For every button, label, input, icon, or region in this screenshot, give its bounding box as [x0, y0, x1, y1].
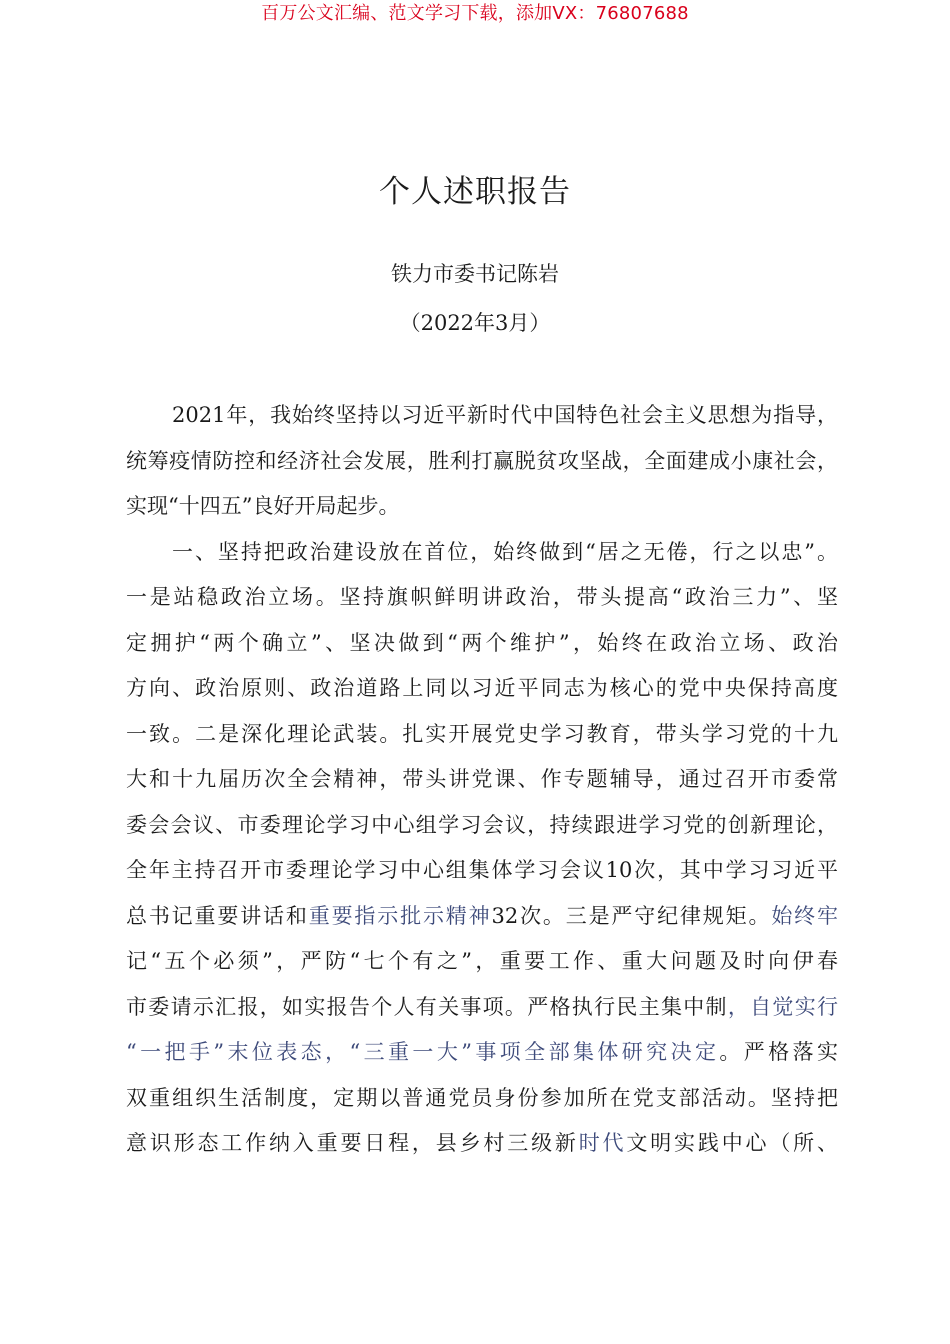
text-segment: “三重一大”事项全部集体研究决定 — [349, 1040, 720, 1064]
text-segment: 32次。三是严守纪律规矩。 — [491, 903, 772, 928]
text-line: 大和十九届历次全会精神，带头讲党课、作专题辅导，通过召开市委常 — [126, 767, 838, 791]
text-line: 方向、政治原则、政治道路上同以习近平同志为核心的党中央保持高度 — [126, 676, 838, 700]
paragraph-intro — [126, 393, 838, 530]
text-line — [126, 1121, 838, 1167]
text-line: 双重组织生活制度，定期以普通党员身份参加所在党支部活动。坚持把 — [126, 1085, 838, 1110]
text-line: 定拥护“两个确立”、坚决做到“两个维护”，始终在政治立场、政治 — [126, 630, 838, 655]
document-body — [126, 393, 838, 1167]
document-title: 个人述职报告 — [379, 174, 571, 210]
text-segment: 文明实践中心（所、 — [626, 1131, 839, 1155]
text-line: 记“五个必须”，严防“七个有之”，重要工作、重大问题及时向伊春 — [126, 949, 838, 973]
text-line: 实现“十四五”良好开局起步。 — [126, 494, 400, 518]
text-segment: 重要指示批示精神 — [308, 903, 492, 928]
paragraph-section-one — [126, 530, 838, 1167]
document-date: （2022年3月） — [399, 311, 551, 335]
text-segment: 末位表态， — [224, 1040, 350, 1064]
text-segment: 意识形态工作纳入重要日程，县乡村三级新 — [126, 1131, 579, 1155]
text-line: 委会会议、市委理论学习中心组学习会议，持续跟进学习党的创新理论， — [126, 812, 838, 837]
text-line — [126, 985, 838, 1031]
text-segment: 时代 — [578, 1131, 627, 1155]
text-line: 一是站稳政治立场。坚持旗帜鲜明讲政治，带头提高“政治三力”、坚 — [126, 585, 838, 609]
watermark-banner: 百万公文汇编、范文学习下载，添加VX：76807688 — [261, 3, 689, 24]
document-author: 铁力市委书记陈岩 — [391, 262, 559, 286]
text-line: 2021年，我始终坚持以习近平新时代中国特色社会主义思想为指导， — [172, 403, 838, 427]
text-line — [126, 1030, 838, 1076]
text-segment: 市委请示汇报，如实报告个人有关事项。严格执行民主集中制 — [126, 994, 728, 1019]
text-line: 全年主持召开市委理论学习中心组集体学习会议10次，其中学习习近平 — [126, 858, 838, 882]
text-segment: 总书记重要讲话和 — [126, 903, 309, 928]
text-segment: ，自觉实行 — [727, 994, 839, 1019]
text-line: 一、坚持把政治建设放在首位，始终做到“居之无倦，行之以忠”。 — [172, 539, 838, 564]
text-segment: 。严格落实 — [719, 1040, 838, 1064]
text-line: 一致。二是深化理论武装。扎实开展党史学习教育，带头学习党的十九 — [126, 721, 838, 746]
text-segment: 始终牢 — [771, 903, 839, 928]
text-line: 统筹疫情防控和经济社会发展，胜利打赢脱贫攻坚战，全面建成小康社会， — [126, 448, 838, 473]
text-line — [126, 894, 838, 940]
text-segment: “一把手” — [126, 1040, 225, 1064]
